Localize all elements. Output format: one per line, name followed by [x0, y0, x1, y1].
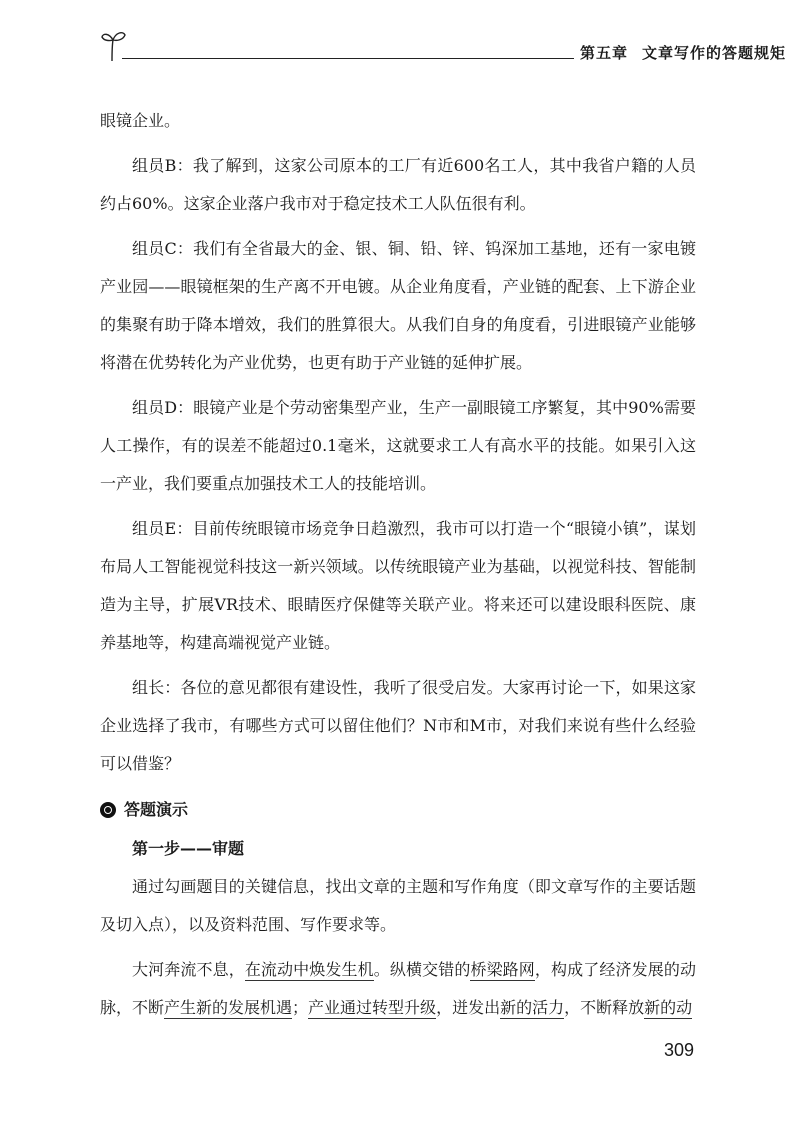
underlined-phrase: 产业通过转型升级	[308, 998, 437, 1017]
underlined-phrase: 新的动	[644, 998, 693, 1017]
chapter-title: 文章写作的答题规矩	[642, 44, 787, 62]
excerpt-text: ，不断释放	[564, 998, 645, 1017]
underlined-phrase: 桥梁路网	[470, 960, 535, 979]
header-rule	[122, 58, 574, 59]
page-header	[100, 28, 787, 64]
underlined-phrase: 新的活力	[500, 998, 565, 1017]
chapter-heading	[580, 42, 786, 63]
page-body	[100, 102, 696, 1034]
excerpt-text: 大河奔流不息，	[132, 960, 245, 979]
paragraph-leader: 组长：各位的意见都很有建设性，我听了很受启发。大家再讨论一下，如果这家企业选择了我市，有哪些方式可以留住他们？N市和M市，对我们来说有些什么经验可以借鉴？	[100, 678, 696, 773]
paragraph-member-c: 组员C：我们有全省最大的金、银、铜、铅、锌、钨深加工基地，还有一家电镀产业园——眼镜框架的生产离不开电镀。从企业角度看，产业链的配套、上下游企业的集聚有助于降本增效，我们的胜算很大。从我们自身的角度看，引进眼镜产业能够将潜在优势转化为产业优势，也更有助于产业链的延伸扩展。	[100, 239, 696, 372]
chapter-number: 第五章	[580, 44, 629, 62]
step-title: 第一步——审题	[132, 839, 245, 858]
section-title: 答题演示	[124, 800, 189, 819]
section-heading	[100, 790, 696, 830]
excerpt-paragraph	[100, 951, 696, 1027]
paragraph-member-b: 组员B：我了解到，这家公司原本的工厂有近600名工人，其中我省户籍的人员约占60%。这家企业落户我市对于稳定技术工人队伍很有利。	[100, 156, 696, 213]
underlined-phrase: 产生新的发展机遇	[164, 998, 293, 1017]
section-bullet-icon	[100, 802, 116, 818]
underlined-phrase: 在流动中焕发生机	[244, 960, 374, 979]
step-description: 通过勾画题目的关键信息，找出文章的主题和写作角度（即文章写作的主要话题及切入点），以及资料范围、写作要求等。	[100, 877, 696, 934]
paragraph-member-e: 组员E：目前传统眼镜市场竞争日趋激烈，我市可以打造一个“眼镜小镇”，谋划布局人工智能视觉科技这一新兴领域。以传统眼镜产业为基础，以视觉科技、智能制造为主导，扩展VR技术、眼睛医疗保健等关联产业。将来还可以建设眼科医院、康养基地等，构建高端视觉产业链。	[100, 519, 696, 652]
paragraph-member-d: 组员D：眼镜产业是个劳动密集型产业，生产一副眼镜工序繁复，其中90%需要人工操作，有的误差不能超过0.1毫米，这就要求工人有高水平的技能。如果引入这一产业，我们要重点加强技术工人的技能培训。	[100, 398, 696, 493]
excerpt-text: ；	[292, 998, 309, 1017]
excerpt-text: 。纵横交错的	[373, 960, 471, 979]
sprout-icon	[100, 28, 130, 62]
paragraph-continued: 眼镜企业。	[100, 111, 181, 130]
excerpt-text: ，迸发出	[436, 998, 501, 1017]
page-number: 309	[664, 1040, 695, 1060]
excerpt-text: ，构成了经济发展的动脉，不断	[100, 960, 696, 1017]
